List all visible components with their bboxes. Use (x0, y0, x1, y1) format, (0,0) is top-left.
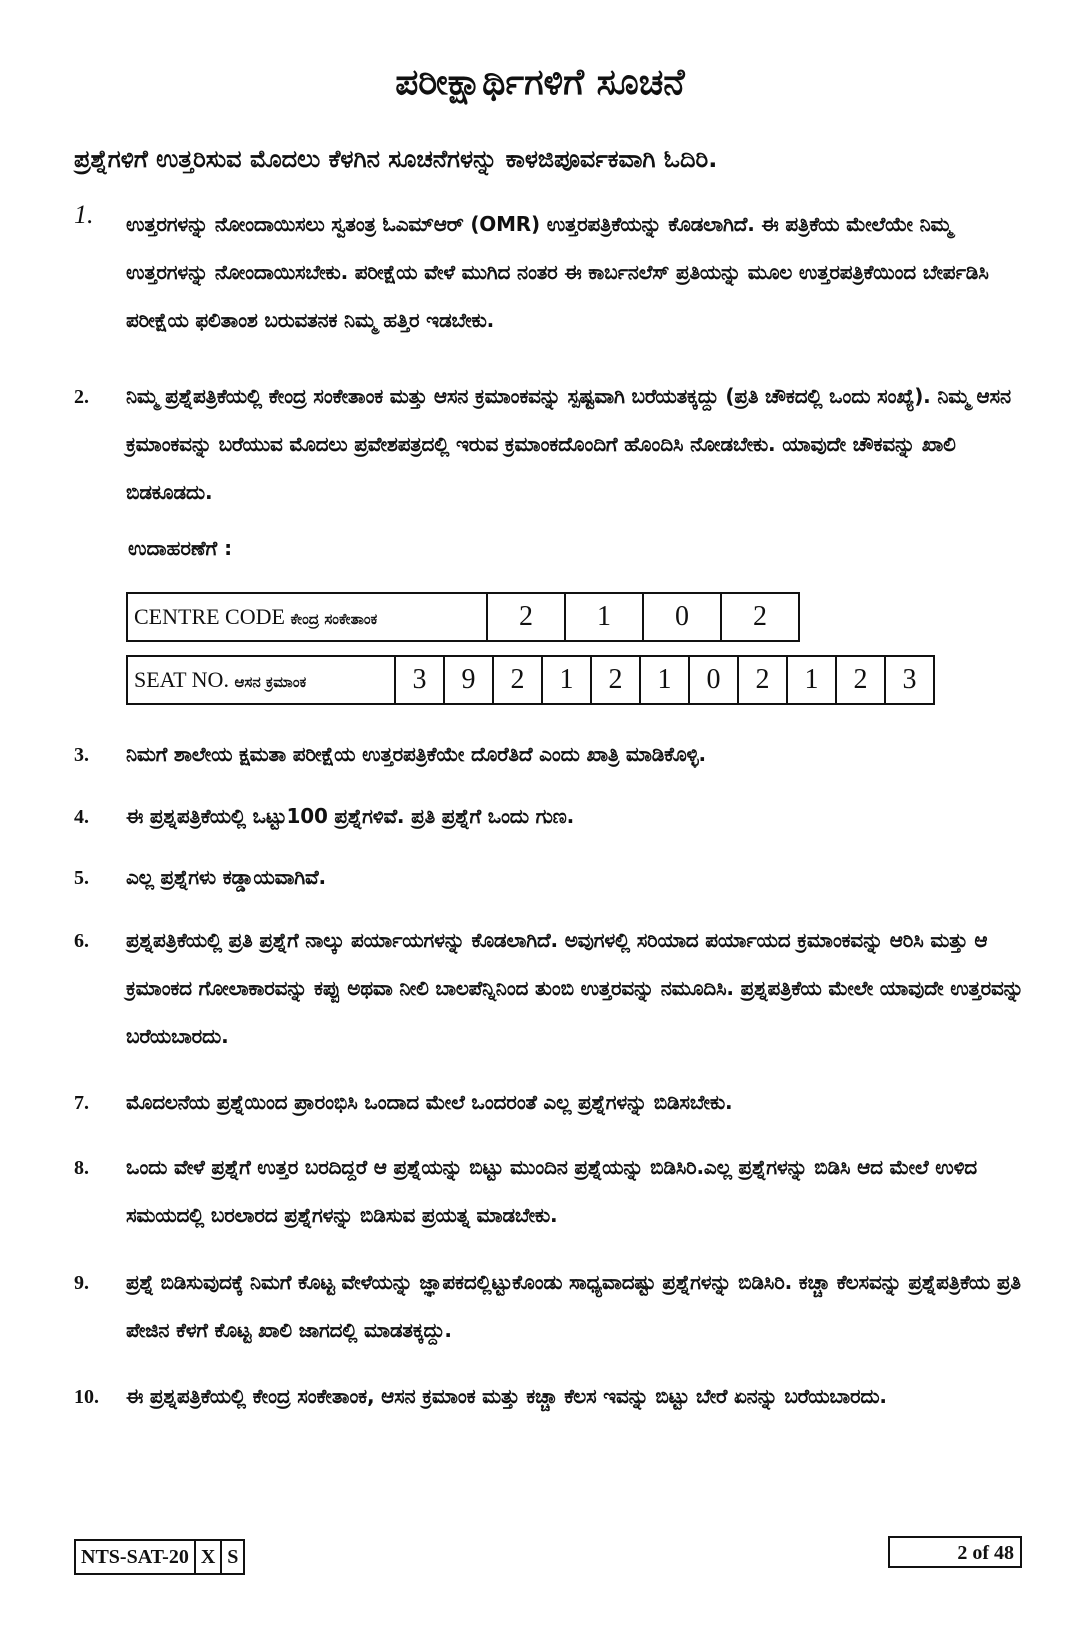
item-number: 9. (74, 1272, 89, 1294)
instruction-item-1 (74, 200, 1034, 344)
item-text: ಈ ಪ್ರಶ್ನಪತ್ರಿಕೆಯಲ್ಲಿ ಕೇಂದ್ರ ಸಂಕೇತಾಂಕ, ಆಸನ ಕ್ರಮಾಂಕ ಮತ್ತು ಕಚ್ಚಾ ಕೆಲಸ ಇವನ್ನು ಬಿಟ್ಟು ಬೇರೆ ಏನನ್ನು ಬರೆಯಬಾರದು. (126, 1384, 887, 1408)
instruction-item-3 (74, 730, 1034, 778)
centre-code-digit: 2 (487, 593, 565, 641)
instruction-item-9 (74, 1258, 1034, 1354)
instruction-item-6 (74, 916, 1034, 1060)
paper-class: X (195, 1540, 221, 1574)
item-number: 7. (74, 1092, 89, 1114)
seat-no-digit: 3 (885, 656, 934, 704)
item-text: ಪ್ರಶ್ನಪತ್ರಿಕೆಯಲ್ಲಿ ಪ್ರತಿ ಪ್ರಶ್ನೆಗೆ ನಾಲ್ಕು ಪರ್ಯಾಯಗಳನ್ನು ಕೊಡಲಾಗಿದೆ. ಅವುಗಳಲ್ಲಿ ಸರಿಯಾದ ಪರ್ಯಾಯದ ಕ್ರಮಾಂಕವನ್ನು ಆರಿಸಿ ಮತ್ತು ಆ ಕ್ರಮಾಂಕದ ಗೋಲಾಕಾರವನ್ನು ಕಪ್ಪು ಅಥವಾ ನೀಲಿ ಬಾಲಪೆನ್ನಿನಿಂದ ತುಂಬಿ ಉತ್ತರವನ್ನು ನಮೂದಿಸಿ. ಪ್ರಶ್ನಪತ್ರಿಕೆಯ ಮೇಲೇ ಯಾವುದೇ ಉತ್ತರವನ್ನು ಬರೆಯಬಾರದು. (126, 928, 1024, 1048)
seat-no-digit: 1 (640, 656, 689, 704)
item-text: ಮೊದಲನೆಯ ಪ್ರಶ್ನೆಯಿಂದ ಪ್ರಾರಂಭಿಸಿ ಒಂದಾದ ಮೇಲೆ ಒಂದರಂತೆ ಎಲ್ಲ ಪ್ರಶ್ನೆಗಳನ್ನು ಬಿಡಿಸಬೇಕು. (126, 1090, 733, 1114)
page-number: 2 of 48 (888, 1536, 1022, 1568)
item-text: ಈ ಪ್ರಶ್ನಪತ್ರಿಕೆಯಲ್ಲಿ ಒಟ್ಟು100 ಪ್ರಶ್ನೆಗಳಿವೆ. ಪ್ರತಿ ಪ್ರಶ್ನೆಗೆ ಒಂದು ಗುಣ. (126, 804, 575, 828)
seat-no-digit: 1 (542, 656, 591, 704)
paper-code-box (74, 1539, 245, 1575)
instruction-item-7 (74, 1078, 1034, 1126)
item-text: ಒಂದು ವೇಳೆ ಪ್ರಶ್ನೆಗೆ ಉತ್ತರ ಬರದಿದ್ದರೆ ಆ ಪ್ರಶ್ನೆಯನ್ನು ಬಿಟ್ಟು ಮುಂದಿನ ಪ್ರಶ್ನೆಯನ್ನು ಬಿಡಿಸಿರಿ.ಎಲ್ಲ ಪ್ರಶ್ನೆಗಳನ್ನು ಬಿಡಿಸಿ ಆದ ಮೇಲೆ ಉಳಿದ ಸಮಯದಲ್ಲಿ ಬರಲಾರದ ಪ್ರಶ್ನೆಗಳನ್ನು ಬಿಡಿಸುವ ಪ್ರಯತ್ನ ಮಾಡಬೇಕು. (126, 1155, 978, 1227)
seat-no-digit: 1 (787, 656, 836, 704)
seat-no-label: SEAT NO. ಆಸನ ಕ್ರಮಾಂಕ (127, 656, 395, 704)
paper-state: S (221, 1540, 244, 1574)
seat-no-table (126, 655, 935, 705)
instruction-item-5 (74, 853, 1034, 901)
item-text: ಉತ್ತರಗಳನ್ನು ನೋಂದಾಯಿಸಲು ಸ್ವತಂತ್ರ ಓಎಮ್ಆರ್ (OMR) ಉತ್ತರಪತ್ರಿಕೆಯನ್ನು ಕೊಡಲಾಗಿದೆ. ಈ ಪತ್ರಿಕೆಯ ಮೇಲೆಯೇ ನಿಮ್ಮ ಉತ್ತರಗಳನ್ನು ನೋಂದಾಯಿಸಬೇಕು. ಪರೀಕ್ಷೆಯ ವೇಳೆ ಮುಗಿದ ನಂತರ ಈ ಕಾರ್ಬನಲೆಸ್ ಪ್ರತಿಯನ್ನು ಮೂಲ ಉತ್ತರಪತ್ರಿಕೆಯಿಂದ ಬೇರ್ಪಡಿಸಿ ಪರೀಕ್ಷೆಯ ಫಲಿತಾಂಶ ಬರುವತನಕ ನಿಮ್ಮ ಹತ್ತಿರ ಇಡಬೇಕು. (126, 212, 989, 332)
seat-no-digit: 9 (444, 656, 493, 704)
instruction-item-10 (74, 1372, 1034, 1420)
item-text: ಎಲ್ಲ ಪ್ರಶ್ನೆಗಳು ಕಡ್ಡಾಯವಾಗಿವೆ. (126, 865, 326, 889)
item-number: 2. (74, 386, 89, 408)
centre-code-digit: 2 (721, 593, 799, 641)
item-number: 10. (74, 1386, 99, 1408)
item-number: 5. (74, 867, 89, 889)
centre-code-digit: 0 (643, 593, 721, 641)
example-label: ಉದಾಹರಣೆಗೆ : (128, 536, 233, 560)
item-text: ನಿಮ್ಮ ಪ್ರಶ್ನೆಪತ್ರಿಕೆಯಲ್ಲಿ ಕೇಂದ್ರ ಸಂಕೇತಾಂಕ ಮತ್ತು ಆಸನ ಕ್ರಮಾಂಕವನ್ನು ಸ್ಪಷ್ಟವಾಗಿ ಬರೆಯತಕ್ಕದ್ದು (ಪ್ರತಿ ಚೌಕದಲ್ಲಿ ಒಂದು ಸಂಖ್ಯೆ). ನಿಮ್ಮ ಆಸನ ಕ್ರಮಾಂಕವನ್ನು ಬರೆಯುವ ಮೊದಲು ಪ್ರವೇಶಪತ್ರದಲ್ಲಿ ಇರುವ ಕ್ರಮಾಂಕದೊಂದಿಗೆ ಹೊಂದಿಸಿ ನೋಡಬೇಕು. ಯಾವುದೇ ಚೌಕವನ್ನು ಖಾಲಿ ಬಿಡಕೂಡದು. (126, 384, 1011, 504)
centre-code-digit: 1 (565, 593, 643, 641)
centre-code-label: CENTRE CODE ಕೇಂದ್ರ ಸಂಕೇತಾಂಕ (127, 593, 487, 641)
seat-no-digit: 2 (836, 656, 885, 704)
centre-code-table (126, 592, 800, 642)
item-text: ನಿಮಗೆ ಶಾಲೇಯ ಕ್ಷಮತಾ ಪರೀಕ್ಷೆಯ ಉತ್ತರಪತ್ರಿಕೆಯೇ ದೊರೆತಿದೆ ಎಂದು ಖಾತ್ರಿ ಮಾಡಿಕೊಳ್ಳಿ. (126, 742, 706, 766)
instruction-item-8 (74, 1143, 1034, 1239)
seat-no-digit: 0 (689, 656, 738, 704)
instruction-item-4 (74, 792, 1034, 840)
paper-code: NTS-SAT-20 (75, 1540, 195, 1574)
instruction-item-2 (74, 372, 1034, 516)
seat-no-digit: 2 (493, 656, 542, 704)
seat-no-digit: 2 (591, 656, 640, 704)
item-number: 6. (74, 930, 89, 952)
page-subtitle: ಪ್ರಶ್ನೆಗಳಿಗೆ ಉತ್ತರಿಸುವ ಮೊದಲು ಕೆಳಗಿನ ಸೂಚನೆಗಳನ್ನು ಕಾಳಜಿಪೂರ್ವಕವಾಗಿ ಓದಿರಿ. (74, 145, 718, 173)
page-title: ಪರೀಕ್ಷಾರ್ಥಿಗಳಿಗೆ ಸೂಚನೆ (395, 62, 685, 103)
seat-no-digit: 2 (738, 656, 787, 704)
item-number: 1. (74, 200, 94, 229)
item-number: 4. (74, 806, 89, 828)
item-number: 8. (74, 1157, 89, 1179)
seat-no-digit: 3 (395, 656, 444, 704)
item-text: ಪ್ರಶ್ನೆ ಬಿಡಿಸುವುದಕ್ಕೆ ನಿಮಗೆ ಕೊಟ್ಟ ವೇಳೆಯನ್ನು ಜ್ಞಾಪಕದಲ್ಲಿಟ್ಟುಕೊಂಡು ಸಾಧ್ಯವಾದಷ್ಟು ಪ್ರಶ್ನೆಗಳನ್ನು ಬಿಡಿಸಿರಿ. ಕಚ್ಚಾ ಕೆಲಸವನ್ನು ಪ್ರಶ್ನೆಪತ್ರಿಕೆಯ ಪ್ರತಿ ಪೇಜಿನ ಕೆಳಗೆ ಕೊಟ್ಟ ಖಾಲಿ ಜಾಗದಲ್ಲಿ ಮಾಡತಕ್ಕದ್ದು. (126, 1270, 1021, 1342)
item-number: 3. (74, 744, 89, 766)
